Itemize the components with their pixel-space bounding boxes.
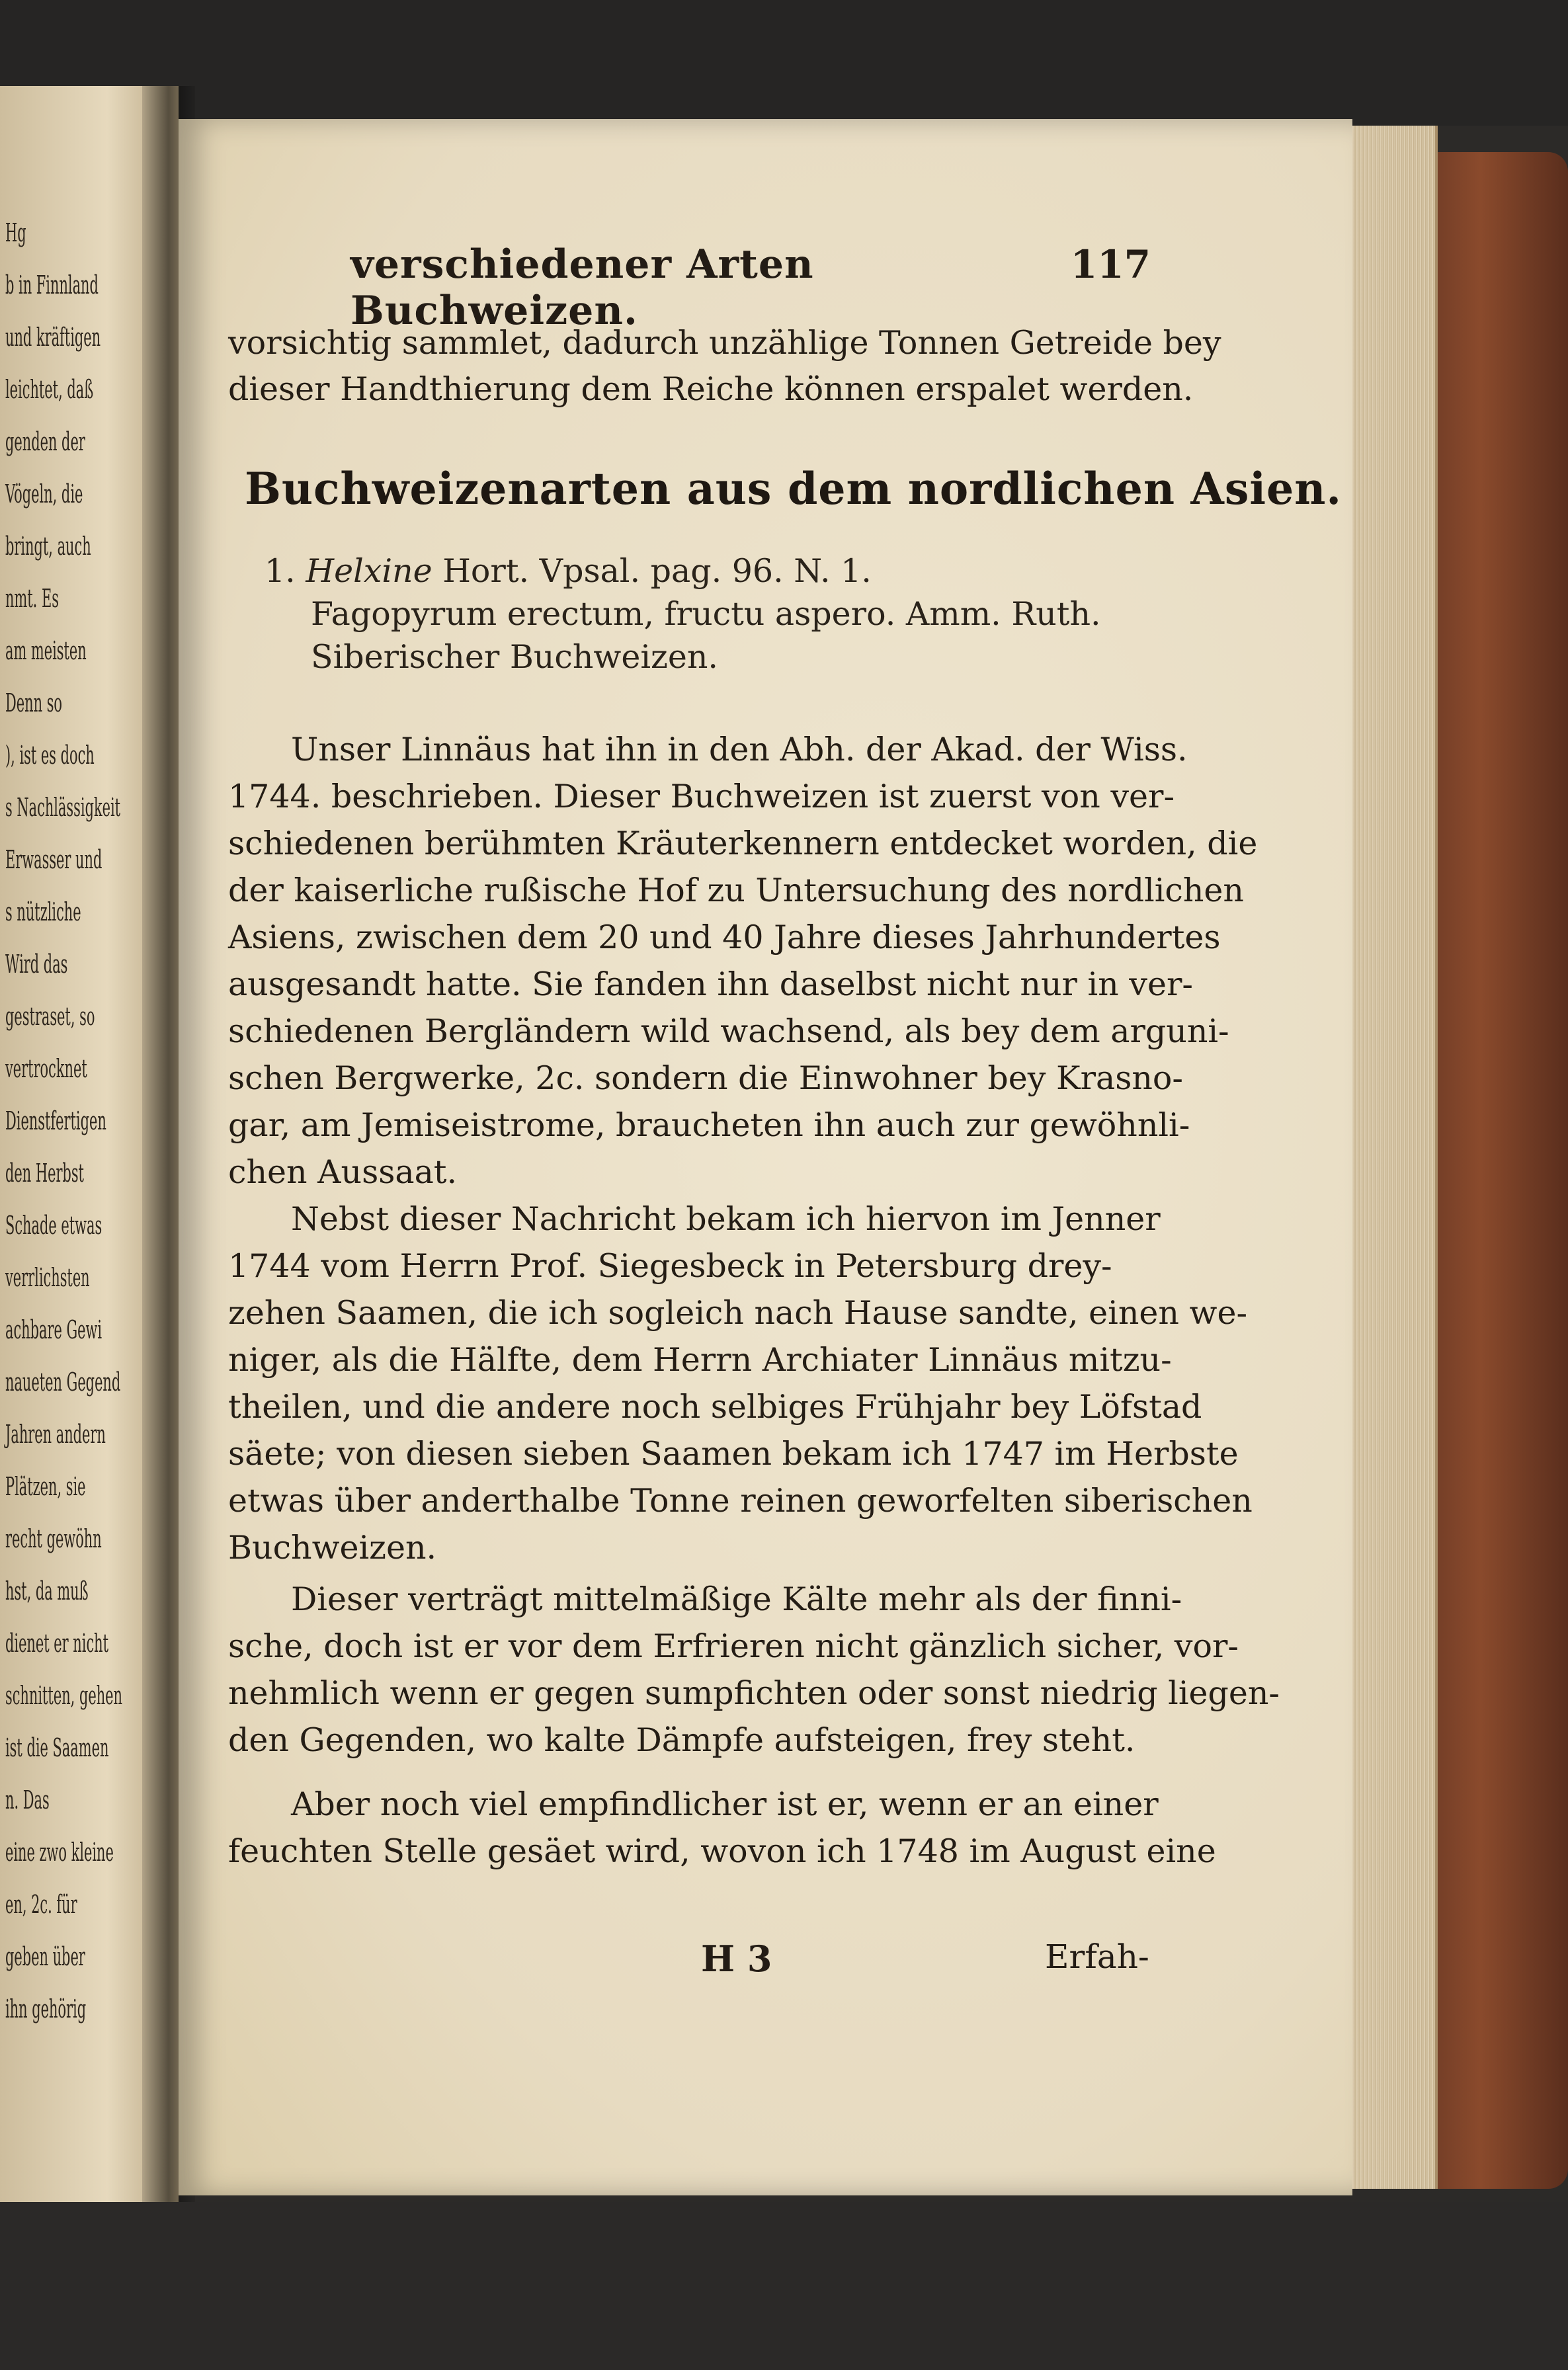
entry-line-3: Siberischer Buchweizen. — [311, 638, 718, 676]
left-page-fragment: nmt. Es — [5, 584, 59, 613]
left-page-fragment: Jahren andern — [5, 1420, 106, 1449]
left-page-fragment: s Nachlässigkeit — [5, 793, 121, 822]
left-page-fragment: s nützliche — [5, 897, 81, 926]
left-page-fragment: ist die Saamen — [5, 1733, 109, 1762]
paragraph-line: der kaiserliche rußische Hof zu Untersuchung des nordlichen — [228, 872, 1244, 909]
left-page-fragment: Dienstfertigen — [5, 1106, 106, 1135]
left-page-fragment: achbare Gewi — [5, 1315, 103, 1344]
left-page-fragment: leichtet, daß — [5, 375, 94, 404]
paragraph-line: niger, als die Hälfte, dem Herrn Archiater Linnäus mitzu- — [228, 1341, 1172, 1379]
paragraph-line: feuchten Stelle gesäet wird, wovon ich 1748 im August eine — [228, 1832, 1216, 1870]
header-title: verschiedener Arten Buchweizen. — [351, 241, 814, 334]
left-page-fragment: am meisten — [5, 636, 87, 665]
left-page-fragment: bringt, auch — [5, 532, 91, 561]
left-page-fragment: b in Finnland — [5, 270, 99, 300]
left-page-fragment: und kräftigen — [5, 323, 101, 352]
left-page-fragment: recht gewöhn — [5, 1524, 102, 1553]
paragraph-line: Buchweizen. — [228, 1529, 437, 1567]
left-page-fragment: Vögeln, die — [5, 479, 83, 509]
left-page-fragment: ihn gehörig — [5, 1994, 87, 2023]
left-page-fragment: gestraset, so — [5, 1002, 95, 1031]
left-page-fragment: n. Das — [5, 1785, 50, 1815]
left-page-fragment: naueten Gegend — [5, 1368, 121, 1397]
paragraph-line: den Gegenden, wo kalte Dämpfe aufsteigen, frey steht. — [228, 1721, 1135, 1759]
paragraph-line: gar, am Jemiseistrome, braucheten ihn auch zur gewöhnli- — [228, 1106, 1190, 1144]
paragraph-line: nehmlich wenn er gegen sumpfichten oder sonst niedrig liegen- — [228, 1674, 1280, 1712]
book-cover — [1422, 152, 1568, 2189]
left-page-fragment: Denn so — [5, 688, 63, 717]
intro-line: vorsichtig sammlet, dadurch unzählige Tonnen Getreide bey — [228, 324, 1221, 362]
left-page-fragment: Erwasser und — [5, 845, 103, 874]
paragraph-line: Unser Linnäus hat ihn in den Abh. der Akad. der Wiss. — [291, 731, 1188, 768]
left-page-fragment: den Herbst — [5, 1159, 84, 1188]
paragraph-line: etwas über anderthalbe Tonne reinen geworfelten siberischen — [228, 1482, 1253, 1520]
left-page-fragment: vertrocknet — [5, 1054, 87, 1083]
paragraph-line: Nebst dieser Nachricht bekam ich hiervon im Jenner — [291, 1200, 1161, 1238]
intro-line: dieser Handthierung dem Reiche können erspalet werden. — [228, 370, 1194, 408]
left-page-fragment: ), ist es doch — [5, 741, 95, 770]
paragraph-line: Asiens, zwischen dem 20 und 40 Jahre dieses Jahrhundertes — [228, 919, 1221, 956]
catchword: Erfah- — [1045, 1938, 1149, 1976]
left-page-fragment: hst, da muß — [5, 1576, 89, 1606]
left-page-fragment: Schade etwas — [5, 1211, 103, 1240]
paragraph-line: schen Bergwerke, 2c. sondern die Einwohner bey Krasno- — [228, 1059, 1183, 1097]
entry-number: 1. — [265, 552, 296, 590]
entry-line-1 — [265, 552, 872, 590]
left-page-fragment: dienet er nicht — [5, 1629, 109, 1658]
paragraph-line: schiedenen berühmten Kräuterkennern entdecket worden, die — [228, 825, 1258, 862]
background-bottom — [0, 2202, 1568, 2370]
running-header — [351, 241, 1151, 334]
paragraph-line: Dieser verträgt mittelmäßige Kälte mehr als der finni- — [291, 1580, 1182, 1618]
left-page-fragment: verrlichsten — [5, 1263, 90, 1292]
left-page-fragment: Plätzen, sie — [5, 1472, 86, 1501]
paragraph-line: schiedenen Bergländern wild wachsend, als bey dem arguni- — [228, 1012, 1229, 1050]
entry-ref: Hort. Vpsal. pag. 96. N. 1. — [442, 552, 872, 590]
left-page-fragment: genden der — [5, 427, 85, 456]
background-top — [0, 0, 1568, 126]
paragraph-line: sche, doch ist er vor dem Erfrieren nicht gänzlich sicher, vor- — [228, 1627, 1239, 1665]
page-edges — [1342, 126, 1438, 2189]
paragraph-line: 1744 vom Herrn Prof. Siegesbeck in Petersburg drey- — [228, 1247, 1112, 1285]
section-heading: Buchweizenarten aus dem nordlichen Asien. — [245, 463, 1342, 514]
left-page-fragment: Wird das — [5, 950, 68, 979]
paragraph-line: zehen Saamen, die ich sogleich nach Hause sandte, einen we- — [228, 1294, 1248, 1332]
paragraph-line: theilen, und die andere noch selbiges Frühjahr bey Löfstad — [228, 1388, 1202, 1426]
left-page-fragment: schnitten, gehen — [5, 1681, 122, 1710]
left-page-fragment: eine zwo kleine — [5, 1838, 114, 1867]
paragraph-line: ausgesandt hatte. Sie fanden ihn daselbst nicht nur in ver- — [228, 965, 1193, 1003]
left-page-fragment: Hg — [5, 218, 26, 247]
paragraph-line: 1744. beschrieben. Dieser Buchweizen ist zuerst von ver- — [228, 778, 1175, 815]
left-page-fragment: geben über — [5, 1942, 85, 1971]
paragraph-line: chen Aussaat. — [228, 1153, 458, 1191]
left-page-fragment: en, 2c. für — [5, 1890, 77, 1919]
page-number: 117 — [1070, 242, 1151, 287]
signature-mark: H 3 — [701, 1938, 772, 1980]
entry-line-2: Fagopyrum erectum, fructu aspero. Amm. Ruth. — [311, 595, 1101, 633]
entry-genus: Helxine — [306, 552, 433, 590]
paragraph-line: Aber noch viel empfindlicher ist er, wenn er an einer — [291, 1785, 1159, 1823]
paragraph-line: säete; von diesen sieben Saamen bekam ich 1747 im Herbste — [228, 1435, 1239, 1473]
